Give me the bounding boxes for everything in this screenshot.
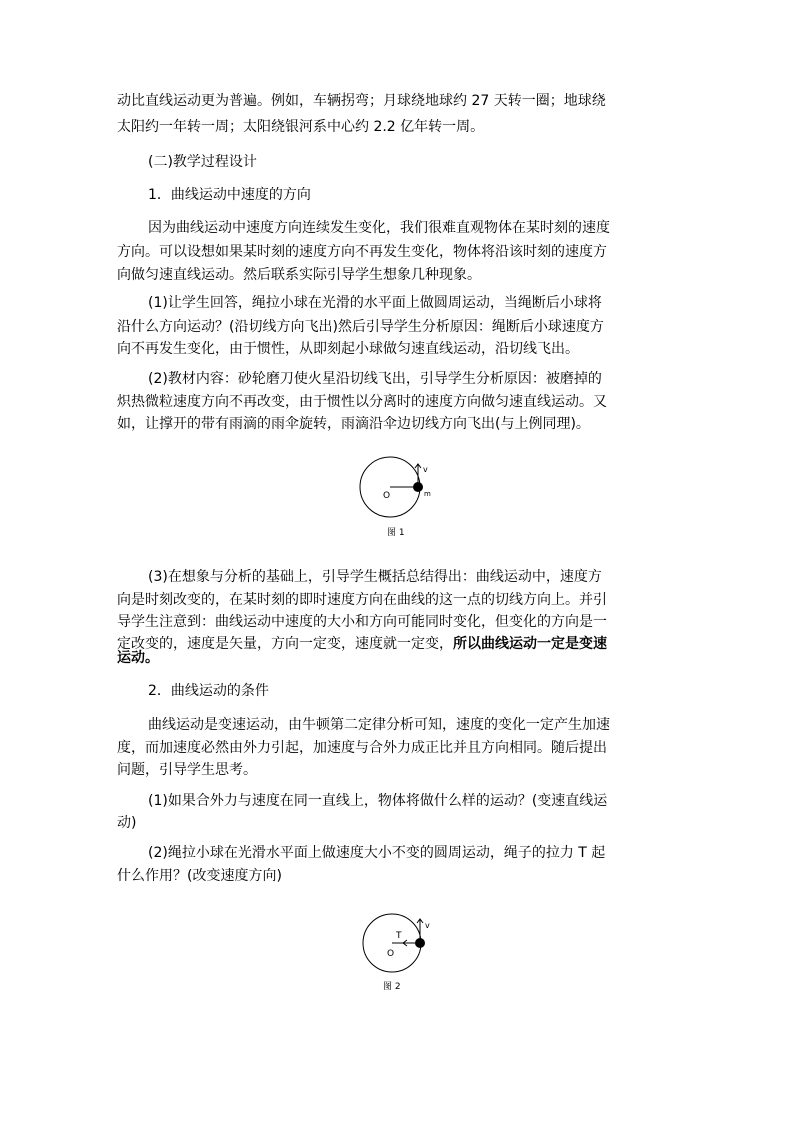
s1-p4-line-4-normal: 定改变的，速度是矢量，方向一定变，速度就一定变， [117,636,453,652]
s2-p3-line-2: 什么作用？(改变速度方向) [117,868,282,884]
figure-2 [357,910,437,975]
s2-p2-line-2: 动) [117,815,137,831]
figure-1-velocity-label: v [423,465,428,474]
s1-p3-line-2: 炽热微粒速度方向不再改变，由于惯性以分离时的速度方向做匀速直线运动。又 [117,394,607,410]
s1-p4-line-4 [117,637,607,651]
s1-p3-line-1: (2)教材内容：砂轮磨刀使火星沿切线飞出，引导学生分析原因：被磨掉的 [148,371,602,387]
s1-p4-line-1: (3)在想象与分析的基础上，引导学生概括总结得出：曲线运动中，速度方 [148,569,602,585]
s1-p4-line-2: 向是时刻改变的，在某时刻的即时速度方向在曲线的这一点的切线方向上。并引 [117,592,607,608]
figure-1-mass-label: m [424,490,431,498]
subsection-1-title: 1．曲线运动中速度的方向 [148,187,311,203]
s1-p4-line-3: 导学生注意到：曲线运动中速度的大小和方向可能同时变化，但变化的方向是一 [117,614,607,630]
section-heading: (二)教学过程设计 [148,154,257,170]
s1-p3-line-3: 如，让撑开的带有雨滴的雨伞旋转，雨滴沿伞边切线方向飞出(与上例同理)。 [117,416,590,432]
s1-p2-line-3: 向不再发生变化，由于惯性，从即刻起小球做匀速直线运动，沿切线飞出。 [117,341,579,357]
figure-2-caption: 图 2 [383,982,401,992]
s1-p1-line-1: 因为曲线运动中速度方向连续发生变化，我们很难直观物体在某时刻的速度 [148,220,610,236]
figure-2-force-label: T [396,931,402,941]
s2-p1-line-2: 度，而加速度必然由外力引起，加速度与合外力成正比并且方向相同。随后提出 [117,740,607,756]
subsection-2-title: 2．曲线运动的条件 [148,683,269,699]
intro-line-1: 动比直线运动更为普遍。例如，车辆拐弯；月球绕地球约 27 天转一圈；地球绕 [117,93,606,109]
s1-p4-line-5-bold: 运动。 [117,650,159,666]
figure-1 [355,456,445,526]
s2-p1-line-3: 问题，引导学生思考。 [117,762,257,778]
s1-p4-line-4-bold: 所以曲线运动一定是变速 [453,636,607,652]
figure-1-ball [413,482,423,492]
intro-line-2: 太阳约一年转一周；太阳绕银河系中心约 2.2 亿年转一周。 [117,119,485,135]
s1-p2-line-1: (1)让学生回答，绳拉小球在光滑的水平面上做圆周运动，当绳断后小球将 [148,295,602,311]
s1-p1-line-3: 向做匀速直线运动。然后联系实际引导学生想象几种现象。 [117,267,481,283]
figure-2-velocity-label: v [425,921,430,930]
s1-p1-line-2: 方向。可以设想如果某时刻的速度方向不再发生变化，物体将沿该时刻的速度方 [117,244,607,260]
s2-p2-line-1: (1)如果合外力与速度在同一直线上，物体将做什么样的运动？(变速直线运 [148,793,608,809]
figure-2-center-label: O [387,949,395,959]
figure-2-ball [415,938,425,948]
s1-p4-line-5 [117,651,159,665]
s2-p3-line-1: (2)绳拉小球在光滑水平面上做速度大小不变的圆周运动，绳子的拉力 T 起 [148,845,606,861]
figure-1-caption: 图 1 [387,528,405,538]
s2-p1-line-1: 曲线运动是变速运动，由牛顿第二定律分析可知，速度的变化一定产生加速 [148,717,610,733]
figure-1-center-label: O [383,491,391,501]
s1-p2-line-2: 沿什么方向运动？(沿切线方向飞出)然后引导学生分析原因：绳断后小球速度方 [117,319,604,335]
